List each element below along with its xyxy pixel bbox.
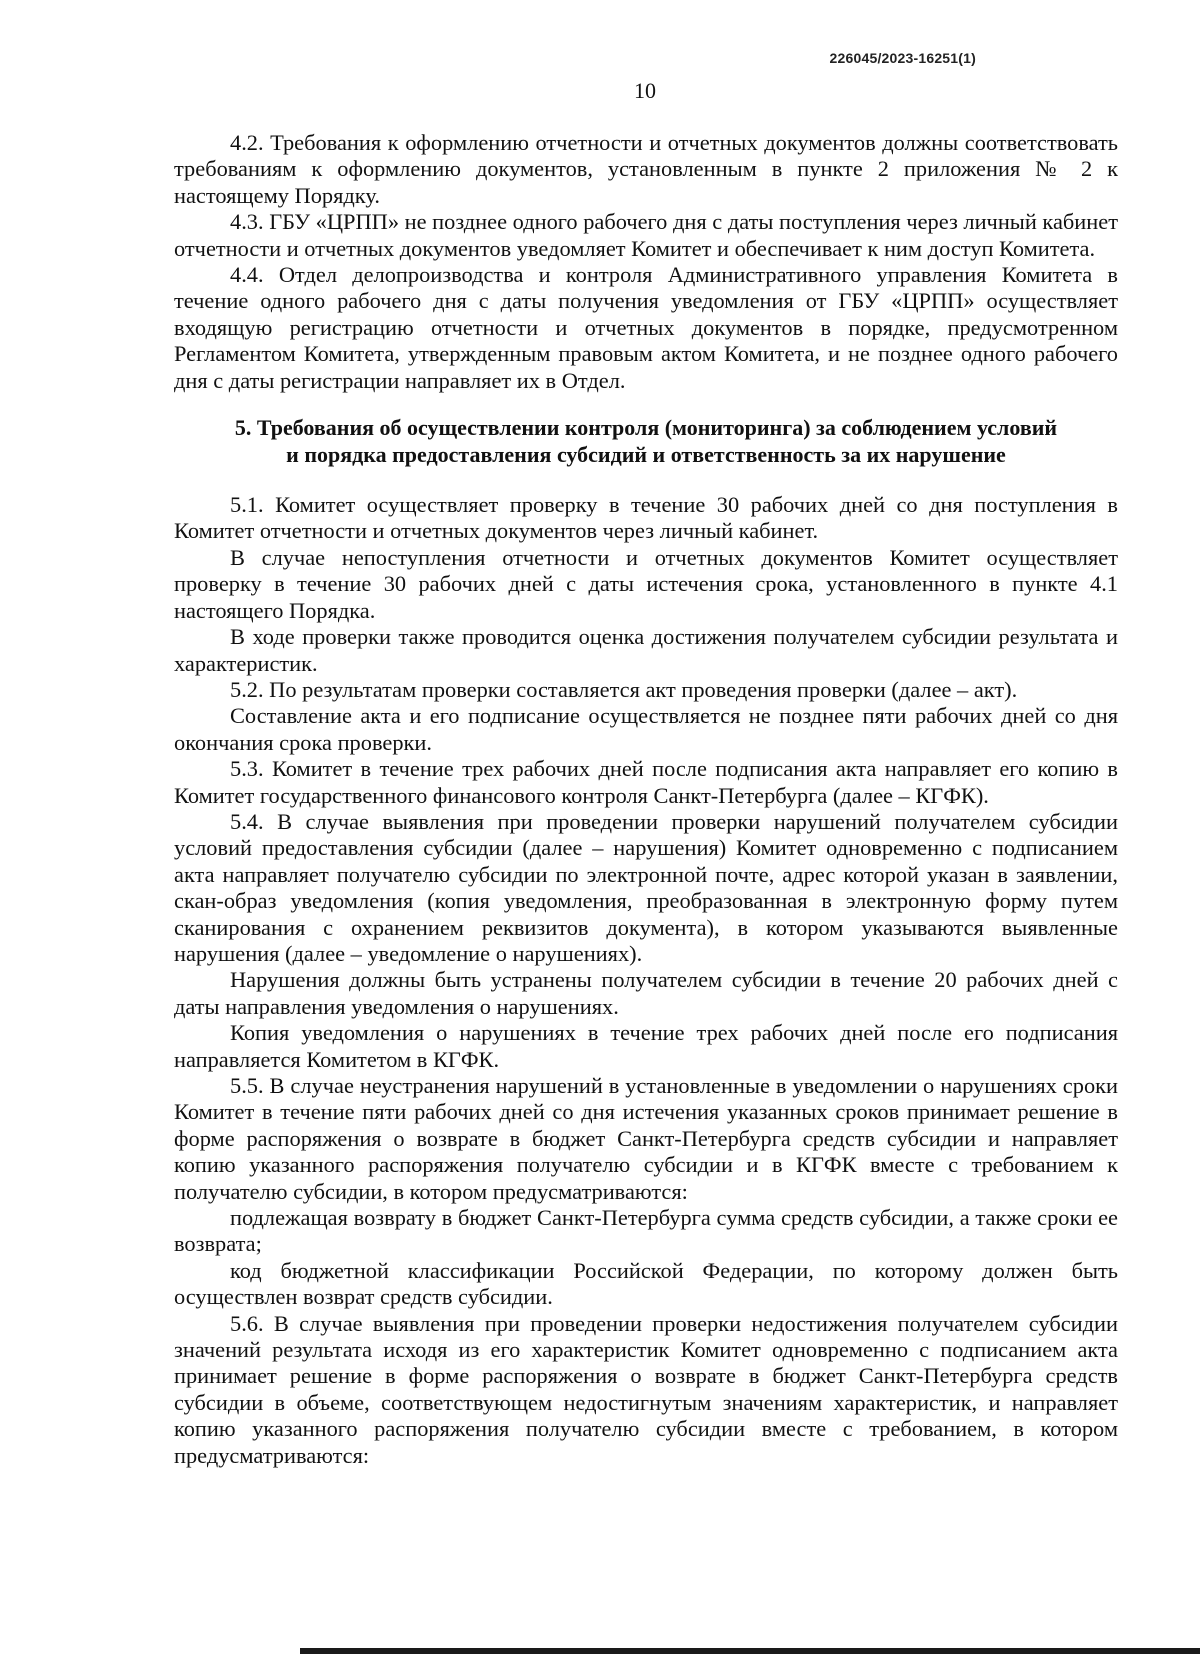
paragraph-4-3: 4.3. ГБУ «ЦРПП» не позднее одного рабочего дня с даты поступления через личный кабинет отчетности и отчетных документов уведомляет Комитет и обеспечивает к ним доступ Комитета. <box>174 209 1118 261</box>
section-5-heading <box>174 414 1118 468</box>
paragraph-4-4: 4.4. Отдел делопроизводства и контроля Административного управления Комитета в течение одного рабочего дня с даты получения уведомления от ГБУ «ЦРПП» осуществляет входящую регистрацию отчетности и отчетных документов в порядке, предусмотренном Регламентом Комитета, утвержденным правовым актом Комитета, и не позднее одного рабочего дня с даты регистрации направляет их в Отдел. <box>174 262 1118 393</box>
document-body <box>174 130 1118 1469</box>
paragraph-5-1-assessment: В ходе проверки также проводится оценка достижения получателем субсидии результата и характеристик. <box>174 624 1118 676</box>
document-registration-number: 226045/2023-16251(1) <box>829 50 976 66</box>
section-5-heading-line-1: 5. Требования об осуществлении контроля (мониторинга) за соблюдением условий <box>234 415 1058 441</box>
paragraph-5-2-signing: Составление акта и его подписание осуществляется не позднее пяти рабочих дней со дня окончания срока проверки. <box>174 703 1118 755</box>
paragraph-4-2: 4.2. Требования к оформлению отчетности и отчетных документов должны соответствовать требованиям к оформлению документов, установленным в пункте 2 приложения № 2 к настоящему Порядку. <box>174 130 1118 208</box>
paragraph-5-6: 5.6. В случае выявления при проведении проверки недостижения получателем субсидии значений результата исходя из его характеристик Комитет одновременно с подписанием акта принимает решение в форме распоряжения о возврате в бюджет Санкт-Петербурга средств субсидии в объеме, соответствующем недостигнутым значениям характеристик, и направляет копию указанного распоряжения получателю субсидии вместе с требованием, в котором предусматриваются: <box>174 1310 1118 1468</box>
paragraph-5-5: 5.5. В случае неустранения нарушений в установленные в уведомлении о нарушениях сроки Комитет в течение пяти рабочих дней со дня истечения указанных сроков принимает решение в форме распоряжения о возврате в бюджет Санкт-Петербурга средств субсидии и направляет копию указанного распоряжения получателю субсидии и в КГФК вместе с требованием к получателю субсидии, в котором предусматриваются: <box>174 1073 1118 1204</box>
paragraph-5-5-budget-code: код бюджетной классификации Российской Федерации, по которому должен быть осуществлен возврат средств субсидии. <box>174 1257 1118 1310</box>
paragraph-5-1: 5.1. Комитет осуществляет проверку в течение 30 рабочих дней со дня поступления в Комитет отчетности и отчетных документов через личный кабинет. <box>174 492 1118 544</box>
paragraph-5-3: 5.3. Комитет в течение трех рабочих дней после подписания акта направляет его копию в Комитет государственного финансового контроля Санкт-Петербурга (далее – КГФК). <box>174 756 1118 808</box>
paragraph-5-1-non-receipt: В случае непоступления отчетности и отчетных документов Комитет осуществляет проверку в течение 30 рабочих дней с даты истечения срока, установленного в пункте 4.1 настоящего Порядка. <box>174 544 1118 623</box>
page-number: 10 <box>634 78 656 103</box>
paragraph-5-2: 5.2. По результатам проверки составляется акт проведения проверки (далее – акт). <box>230 676 1018 702</box>
paragraph-5-4-correction: Нарушения должны быть устранены получателем субсидии в течение 20 рабочих дней с даты направления уведомления о нарушениях. <box>174 967 1118 1019</box>
paragraph-5-4: 5.4. В случае выявления при проведении проверки нарушений получателем субсидии условий предоставления субсидии (далее – нарушения) Комитет одновременно с подписанием акта направляет получателю субсидии по электронной почте, адрес которой указан в заявлении, скан-образ уведомления (копия уведомления, преобразованная в электронную форму путем сканирования с охранением реквизитов документа), в котором указываются выявленные нарушения (далее – уведомление о нарушениях). <box>174 808 1118 966</box>
section-5-heading-line-2: и порядка предоставления субсидий и ответственность за их нарушение <box>286 442 1006 468</box>
scan-bottom-edge-rule <box>300 1648 1200 1654</box>
paragraph-5-4-copy: Копия уведомления о нарушениях в течение трех рабочих дней после его подписания направляется Комитетом в КГФК. <box>174 1020 1118 1072</box>
paragraph-5-5-amount: подлежащая возврату в бюджет Санкт-Петербурга сумма средств субсидии, а также сроки ее возврата; <box>174 1205 1118 1257</box>
